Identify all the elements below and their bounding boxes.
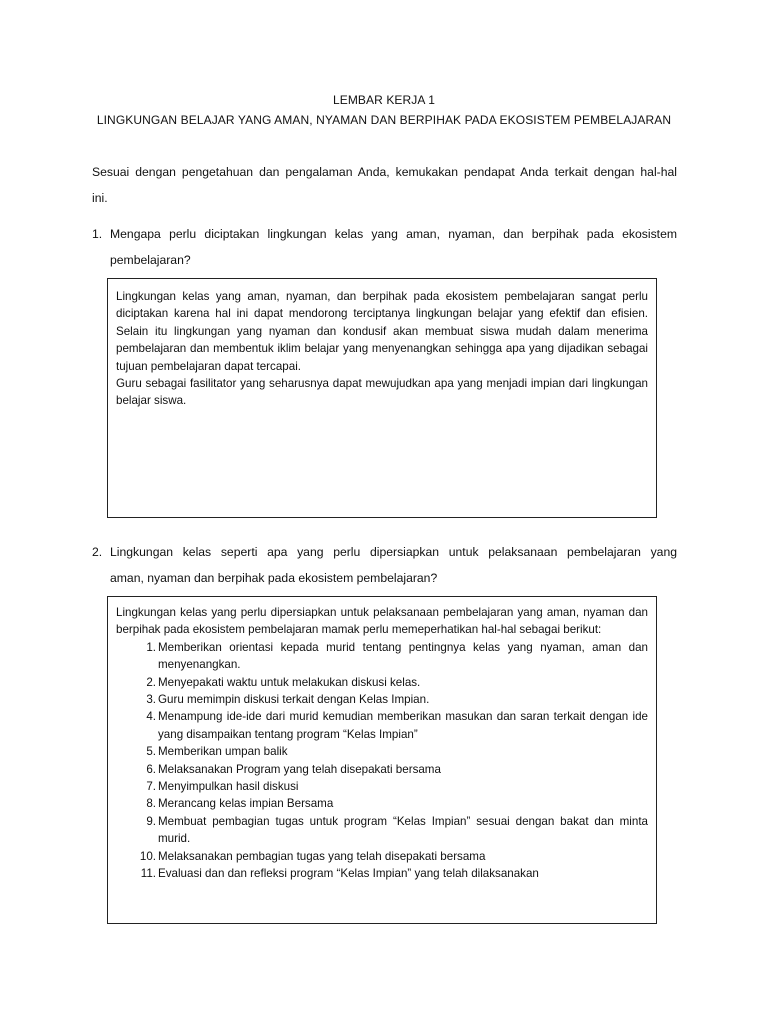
- list-item-text: Menyepakati waktu untuk melakukan diskusi kelas.: [158, 675, 421, 689]
- list-item: [116, 865, 648, 882]
- list-item: [116, 813, 648, 848]
- list-item-text: Melaksanakan pembagian tugas yang telah disepakati bersama: [158, 849, 486, 863]
- answer-box-1[interactable]: [107, 278, 657, 518]
- answer-1-paragraph-2: Guru sebagai fasilitator yang seharusnya dapat mewujudkan apa yang menjadi impian dari lingkungan belajar siswa.: [116, 377, 648, 408]
- list-item-text: Memberikan orientasi kepada murid tentang pentingnya kelas yang nyaman, aman dan menyenangkan.: [158, 640, 648, 672]
- answer-2-text: [116, 604, 648, 883]
- list-item: [116, 708, 648, 743]
- list-item: [116, 761, 648, 778]
- list-item-number: 8.: [146, 797, 156, 811]
- list-item-text: Evaluasi dan dan refleksi program “Kelas Impian” yang telah dilaksanakan: [158, 867, 539, 881]
- list-item: [116, 691, 648, 708]
- list-item-number: 4.: [146, 710, 156, 724]
- question-1-number: 1.: [92, 227, 103, 241]
- answer-box-2[interactable]: [107, 596, 657, 924]
- list-item-number: 2.: [146, 675, 156, 689]
- list-item-number: 5.: [146, 745, 156, 759]
- answer-1-text: [116, 288, 648, 410]
- list-item-number: 3.: [146, 693, 156, 707]
- list-item: [116, 795, 648, 812]
- answer-1-paragraph-1: Lingkungan kelas yang aman, nyaman, dan berpihak pada ekosistem pembelajaran sangat perlu diciptakan karena hal ini dapat mendorong terciptanya lingkungan belajar yang efektif dan efisien. Selain itu lingkungan yang nyaman dan kondusif akan membuat siswa mudah dalam menerima pembelajaran dan membentuk iklim belajar yang menyenangkan sehingga apa yang dijadikan sebagai tujuan pembelajaran dapat tercapai.: [116, 290, 648, 373]
- question-1-line-2: pembelajaran?: [110, 253, 191, 267]
- list-item-number: 1.: [146, 640, 156, 654]
- question-2-number: 2.: [92, 545, 103, 559]
- page-subtitle: LINGKUNGAN BELAJAR YANG AMAN, NYAMAN DAN BERPIHAK PADA EKOSISTEM PEMBELAJARAN: [96, 113, 672, 127]
- intro-line-1: Sesuai dengan pengetahuan dan pengalaman Anda, kemukakan pendapat Anda terkait dengan hal-hal: [92, 165, 677, 179]
- list-item-text: Guru memimpin diskusi terkait dengan Kelas Impian.: [158, 693, 430, 707]
- list-item-number: 7.: [146, 780, 156, 794]
- list-item-number: 11.: [140, 867, 156, 881]
- answer-2-intro: Lingkungan kelas yang perlu dipersiapkan untuk pelaksanaan pembelajaran yang aman, nyaman dan berpihak pada ekosistem pembelajaran mamak perlu memeperhatikan hal-hal sebagai berikut:: [116, 606, 648, 637]
- list-item: [116, 848, 648, 865]
- list-item: [116, 639, 648, 674]
- list-item: [116, 778, 648, 795]
- page-title: LEMBAR KERJA 1: [332, 93, 436, 107]
- list-item-text: Menyimpulkan hasil diskusi: [158, 780, 299, 794]
- list-item-text: Merancang kelas impian Bersama: [158, 797, 334, 811]
- answer-2-list: [116, 639, 648, 883]
- question-1-line-1: Mengapa perlu diciptakan lingkungan kelas yang aman, nyaman, dan berpihak pada ekosistem: [110, 227, 677, 241]
- list-item-number: 9.: [146, 814, 156, 828]
- list-item-text: Membuat pembagian tugas untuk program “Kelas Impian” sesuai dengan bakat dan minta murid.: [158, 814, 648, 846]
- question-2-line-1: Lingkungan kelas seperti apa yang perlu dipersiapkan untuk pelaksanaan pembelajaran yang: [110, 545, 677, 559]
- list-item-text: Memberikan umpan balik: [158, 745, 288, 759]
- question-2-line-2: aman, nyaman dan berpihak pada ekosistem pembelajaran?: [110, 571, 438, 585]
- list-item: [116, 743, 648, 760]
- intro-line-2: ini.: [92, 191, 108, 205]
- list-item-text: Menampung ide-ide dari murid kemudian memberikan masukan dan saran terkait dengan ide yang disampaikan tentang program “Kelas Impian”: [158, 710, 648, 741]
- list-item: [116, 674, 648, 691]
- list-item-number: 6.: [146, 762, 156, 776]
- list-item-number: 10.: [139, 849, 156, 863]
- list-item-text: Melaksanakan Program yang telah disepakati bersama: [158, 762, 441, 776]
